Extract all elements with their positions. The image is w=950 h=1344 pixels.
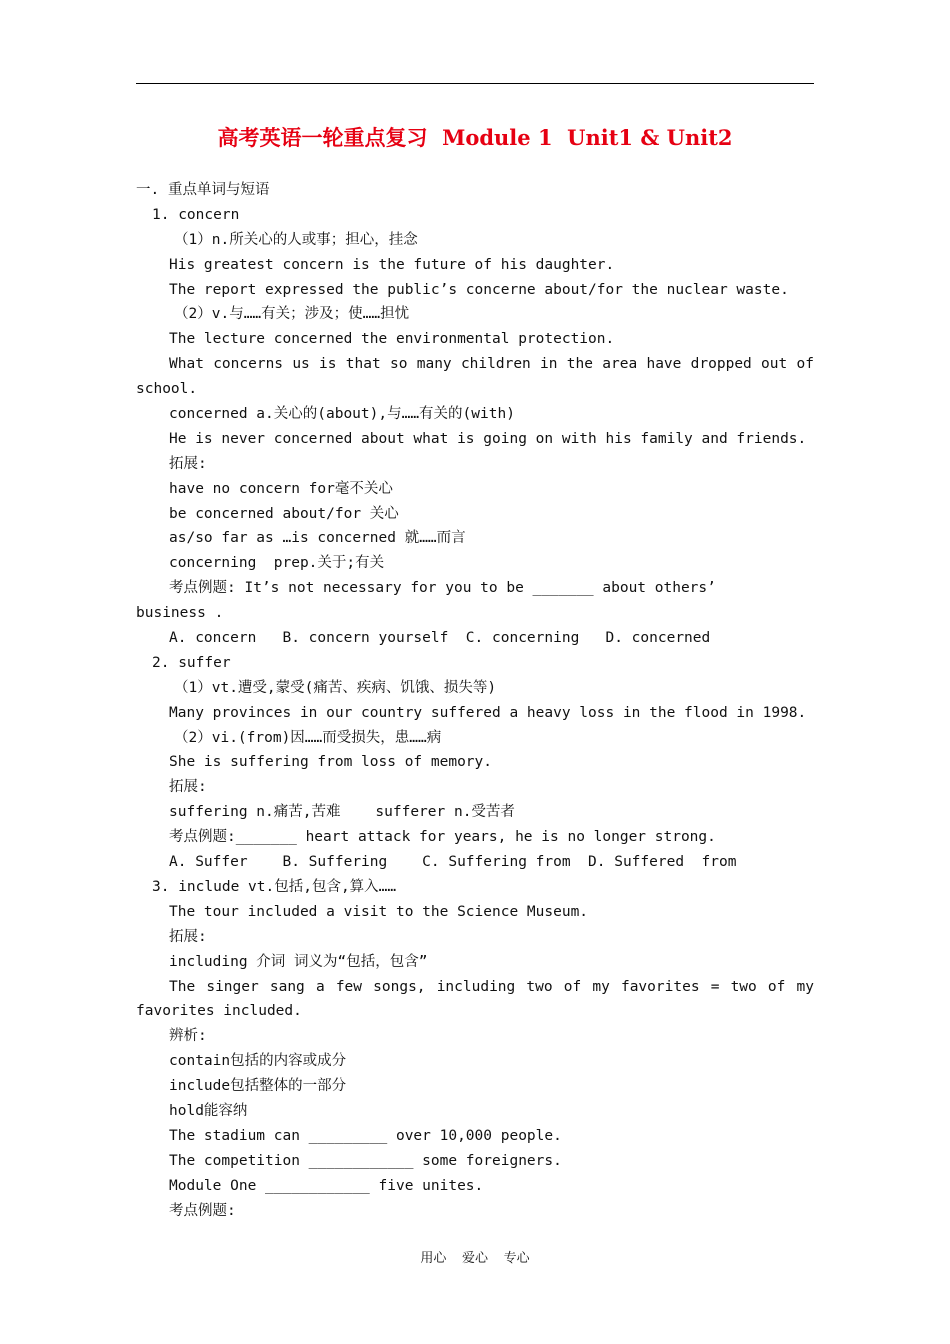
text-line: suffering n.痛苦,苦难 sufferer n.受苦者 [169,804,515,821]
text-line: including 介词 词义为“包括，包含” [169,953,428,970]
text-line: Module One ____________ five unites. [169,1177,484,1194]
text-line: 拓展: [169,455,207,472]
text-line: hold能容纳 [169,1102,248,1119]
text-line: school. [136,381,198,398]
text-line: （2）v.与……有关；涉及；使……担忧 [174,306,410,323]
text-line: （2）vi.(from)因……而受损失，患……病 [174,729,442,746]
text-line: He is never concerned about what is going on with his family and friends. [169,430,807,447]
text-line: A. concern B. concern yourself C. concerning D. concerned [169,630,711,647]
text-line: 拓展: [169,779,207,796]
text-line: be concerned about/for 关心 [169,505,399,522]
text-line: 3. include vt.包括,包含,算入…… [152,878,397,895]
text-line: concerned a.关心的(about),与……有关的(with) [169,406,515,423]
text-line: business . [136,605,224,622]
text-line: 考点例题: [169,1202,236,1219]
text-line: contain包括的内容或成分 [169,1053,347,1070]
text-line: His greatest concern is the future of his daughter. [169,256,615,273]
text-line: have no concern for毫不关心 [169,480,393,497]
text-line: （1）vt.遭受,蒙受(痛苦、疾病、饥饿、损失等) [174,679,497,696]
text-line: 辨析: [169,1028,207,1045]
text-line: The singer sang a few songs, including two of my favorites = two of my [169,978,814,995]
text-line: 拓展: [169,928,207,945]
text-line: The lecture concerned the environmental protection. [169,331,615,348]
text-line: A. Suffer B. Suffering C. Suffering from D. Suffered from [169,854,737,871]
text-line: The report expressed the public’s concerne about/for the nuclear waste. [169,281,789,298]
text-line: favorites included. [136,1003,302,1020]
document-title: 高考英语一轮重点复习 Module 1 Unit1 & Unit2 [217,125,733,150]
header-rule [136,83,814,84]
text-line: as/so far as …is concerned 就……而言 [169,530,466,547]
text-line: She is suffering from loss of memory. [169,754,493,771]
text-line: The competition ____________ some foreigners. [169,1152,562,1169]
text-line: 考点例题:_______ heart attack for years, he is no longer strong. [169,829,716,846]
text-line: （1）n.所关心的人或事；担心，挂念 [174,231,418,248]
document-body [136,178,814,1223]
text-line: The stadium can _________ over 10,000 people. [169,1127,562,1144]
text-line: concerning prep.关于;有关 [169,555,385,572]
page-footer: 用心 爱心 专心 [420,1251,530,1266]
text-line: 2. suffer [152,654,231,671]
text-line: The tour included a visit to the Science Museum. [169,903,589,920]
text-line: 考点例题: It’s not necessary for you to be _______ about others’ [169,580,716,597]
text-line: Many provinces in our country suffered a heavy loss in the flood in 1998. [169,704,807,721]
text-line: 1. concern [152,206,240,223]
text-line: What concerns us is that so many children in the area have dropped out of [169,356,814,373]
text-line: 一. 重点单词与短语 [136,182,270,198]
text-line: include包括整体的一部分 [169,1078,347,1095]
